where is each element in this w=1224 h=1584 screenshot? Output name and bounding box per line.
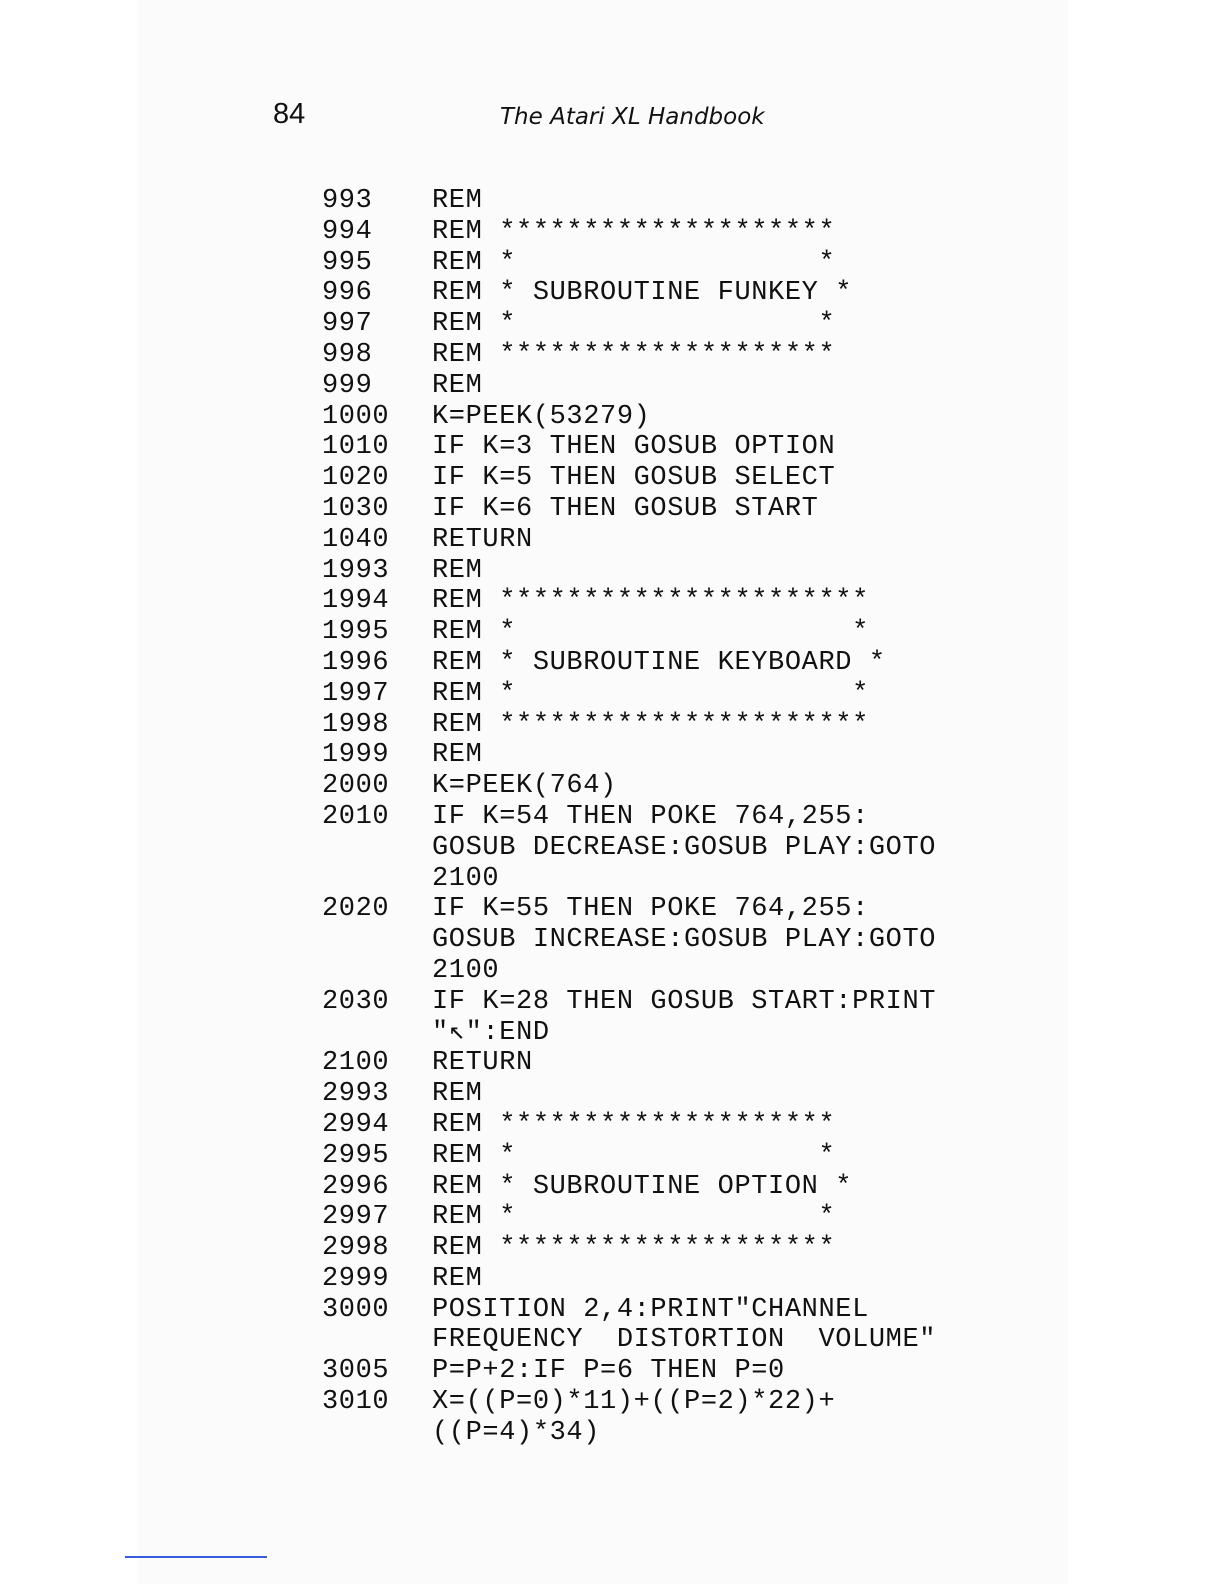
statement-text: REM * * — [432, 1202, 836, 1233]
code-line — [322, 1110, 1022, 1141]
statement — [432, 278, 1022, 309]
line-number: 2010 — [322, 801, 390, 832]
line-number: 997 — [322, 309, 373, 340]
statement-text: REM — [432, 1263, 483, 1294]
code-line — [322, 894, 1022, 986]
statement — [432, 432, 1022, 463]
statement-text: REM ********************** — [432, 586, 869, 617]
statement-text: ((P=4)*34) — [432, 1417, 601, 1448]
statement-text: REM — [432, 740, 483, 771]
line-number: 2020 — [322, 894, 390, 925]
statement — [432, 525, 1022, 556]
statement — [432, 1048, 1022, 1079]
running-title: The Atari XL Handbook — [500, 104, 765, 130]
statement — [432, 371, 1022, 402]
line-number: 1000 — [322, 401, 390, 432]
statement-text: IF K=55 THEN POKE 764,255: — [432, 894, 869, 925]
statement-text: "↖":END — [432, 1017, 550, 1048]
line-number: 2999 — [322, 1263, 390, 1294]
line-number: 2994 — [322, 1109, 390, 1140]
statement-text: REM * * — [432, 678, 869, 709]
basic-program-listing — [322, 186, 1022, 1449]
code-line — [322, 1048, 1022, 1079]
statement-text: 2100 — [432, 955, 500, 986]
statement-text: REM ********************** — [432, 709, 869, 740]
statement — [432, 1387, 1022, 1449]
statement-text: GOSUB INCREASE:GOSUB PLAY:GOTO — [432, 925, 937, 956]
statement-text: REM * * — [432, 617, 869, 648]
statement-text: RETURN — [432, 1048, 533, 1079]
line-number: 2996 — [322, 1171, 390, 1202]
line-number: 2000 — [322, 771, 390, 802]
code-line — [322, 1295, 1022, 1357]
statement — [432, 1172, 1022, 1203]
statement — [432, 740, 1022, 771]
statement-text: 2100 — [432, 863, 500, 894]
code-line — [322, 494, 1022, 525]
code-line — [322, 771, 1022, 802]
line-number: 1999 — [322, 740, 390, 771]
page-number: 84 — [273, 98, 306, 130]
line-number: 2995 — [322, 1140, 390, 1171]
statement-text: X=((P=0)*11)+((P=2)*22)+ — [432, 1387, 836, 1418]
code-line — [322, 802, 1022, 894]
statement-text: IF K=3 THEN GOSUB OPTION — [432, 432, 836, 463]
statement-text: POSITION 2,4:PRINT"CHANNEL — [432, 1294, 869, 1325]
code-line — [322, 556, 1022, 587]
code-line — [322, 679, 1022, 710]
statement — [432, 1264, 1022, 1295]
line-number: 1997 — [322, 678, 390, 709]
statement-text: REM * SUBROUTINE FUNKEY * — [432, 278, 853, 309]
code-line — [322, 1356, 1022, 1387]
statement-text: REM ******************** — [432, 1233, 836, 1264]
statement — [432, 494, 1022, 525]
code-line — [322, 525, 1022, 556]
line-number: 1998 — [322, 709, 390, 740]
code-line — [322, 340, 1022, 371]
statement-text: K=PEEK(53279) — [432, 401, 651, 432]
statement — [432, 1079, 1022, 1110]
statement-text: FREQUENCY DISTORTION VOLUME" — [432, 1325, 937, 1356]
statement-text: GOSUB DECREASE:GOSUB PLAY:GOTO — [432, 832, 937, 863]
line-number: 3010 — [322, 1387, 390, 1418]
statement-text: P=P+2:IF P=6 THEN P=0 — [432, 1356, 785, 1387]
statement-text: RETURN — [432, 524, 533, 555]
line-number: 2998 — [322, 1233, 390, 1264]
code-line — [322, 248, 1022, 279]
statement — [432, 1141, 1022, 1172]
code-line — [322, 987, 1022, 1049]
code-line — [322, 1172, 1022, 1203]
statement-text: K=PEEK(764) — [432, 771, 617, 802]
statement — [432, 1233, 1022, 1264]
statement — [432, 987, 1022, 1049]
statement — [432, 894, 1022, 986]
code-line — [322, 1079, 1022, 1110]
statement-text: IF K=5 THEN GOSUB SELECT — [432, 463, 836, 494]
statement — [432, 186, 1022, 217]
code-line — [322, 278, 1022, 309]
code-line — [322, 710, 1022, 741]
statement — [432, 463, 1022, 494]
statement — [432, 217, 1022, 248]
statement — [432, 556, 1022, 587]
statement — [432, 1202, 1022, 1233]
code-line — [322, 1233, 1022, 1264]
code-line — [322, 648, 1022, 679]
line-number: 1030 — [322, 493, 390, 524]
line-number: 1010 — [322, 432, 390, 463]
statement — [432, 710, 1022, 741]
statement — [432, 1295, 1022, 1357]
line-number: 3005 — [322, 1356, 390, 1387]
statement-text: IF K=28 THEN GOSUB START:PRINT — [432, 986, 937, 1017]
statement-text: REM — [432, 1079, 483, 1110]
line-number: 1995 — [322, 617, 390, 648]
code-line — [322, 402, 1022, 433]
statement — [432, 340, 1022, 371]
statement — [432, 802, 1022, 894]
statement-text: IF K=6 THEN GOSUB START — [432, 493, 819, 524]
statement — [432, 586, 1022, 617]
statement — [432, 771, 1022, 802]
statement-text: REM — [432, 555, 483, 586]
code-line — [322, 586, 1022, 617]
statement — [432, 679, 1022, 710]
code-line — [322, 186, 1022, 217]
line-number: 994 — [322, 216, 373, 247]
statement — [432, 648, 1022, 679]
statement-text: REM — [432, 370, 483, 401]
line-number: 999 — [322, 370, 373, 401]
statement — [432, 309, 1022, 340]
statement-text: IF K=54 THEN POKE 764,255: — [432, 801, 869, 832]
statement-text: REM ******************** — [432, 216, 836, 247]
line-number: 996 — [322, 278, 373, 309]
line-number: 998 — [322, 339, 373, 370]
line-number: 1020 — [322, 463, 390, 494]
line-number: 2100 — [322, 1048, 390, 1079]
code-line — [322, 617, 1022, 648]
statement — [432, 1110, 1022, 1141]
line-number: 2997 — [322, 1202, 390, 1233]
page-header — [0, 98, 1224, 138]
line-number: 1993 — [322, 555, 390, 586]
line-number: 2993 — [322, 1079, 390, 1110]
statement-text: REM * * — [432, 309, 836, 340]
statement-text: REM ******************** — [432, 339, 836, 370]
code-line — [322, 432, 1022, 463]
code-line — [322, 1141, 1022, 1172]
statement-text: REM * SUBROUTINE KEYBOARD * — [432, 647, 886, 678]
statement-text: REM * * — [432, 247, 836, 278]
statement — [432, 617, 1022, 648]
statement-text: REM * * — [432, 1140, 836, 1171]
code-line — [322, 309, 1022, 340]
line-number: 3000 — [322, 1294, 390, 1325]
line-number: 1996 — [322, 647, 390, 678]
code-line — [322, 740, 1022, 771]
code-line — [322, 1202, 1022, 1233]
statement-text: REM — [432, 186, 483, 216]
code-line — [322, 217, 1022, 248]
code-line — [322, 1264, 1022, 1295]
line-number: 1040 — [322, 524, 390, 555]
code-line — [322, 371, 1022, 402]
line-number: 1994 — [322, 586, 390, 617]
code-line — [322, 463, 1022, 494]
statement — [432, 248, 1022, 279]
statement — [432, 1356, 1022, 1387]
footer-rule — [125, 1556, 267, 1558]
statement — [432, 402, 1022, 433]
line-number: 993 — [322, 186, 373, 216]
statement-text: REM ******************** — [432, 1109, 836, 1140]
code-line — [322, 1387, 1022, 1449]
statement-text: REM * SUBROUTINE OPTION * — [432, 1171, 853, 1202]
line-number: 2030 — [322, 986, 390, 1017]
line-number: 995 — [322, 247, 373, 278]
